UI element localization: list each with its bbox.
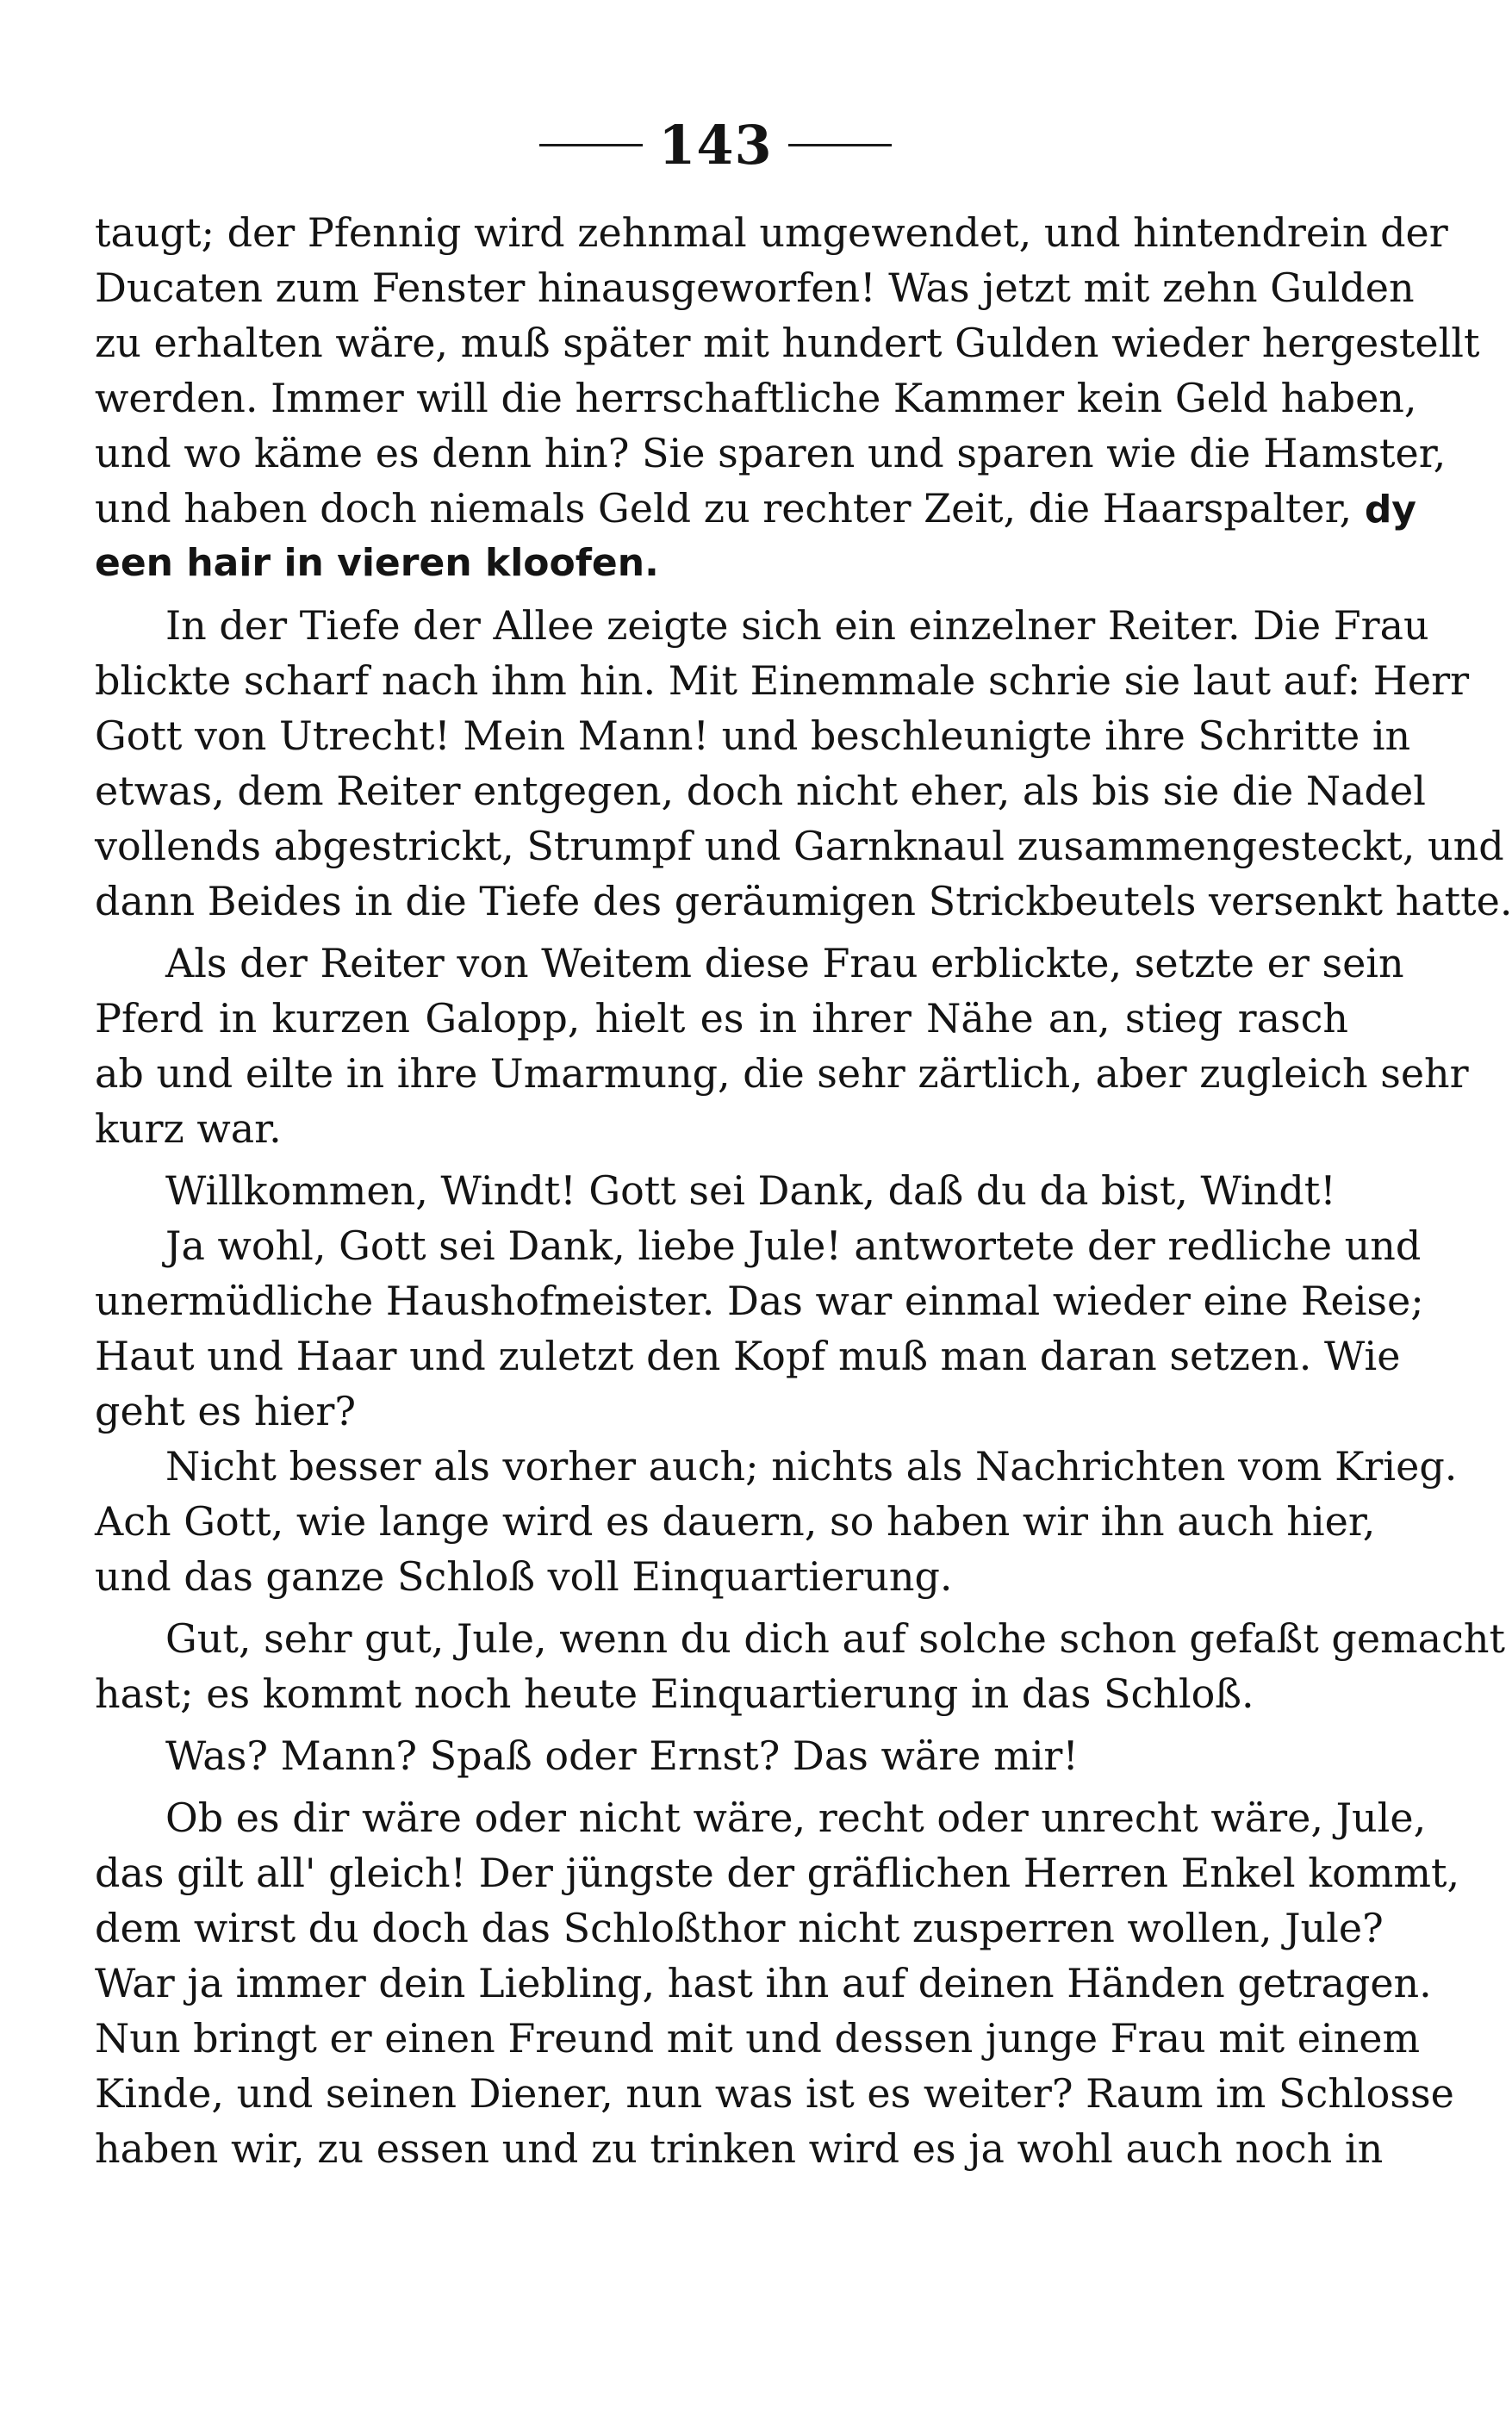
paragraph-start: Ob es dir wäre oder nicht wäre, recht oder unrecht wäre, Jule, <box>165 1794 1427 1841</box>
text-line: und das ganze Schloß voll Einquartierung. <box>95 1553 953 1600</box>
text-line: werden. Immer will die herrschaftliche Kammer kein Geld haben, <box>95 375 1417 421</box>
text-line: und wo käme es denn hin? Sie sparen und sparen wie die Hamster, <box>95 430 1447 476</box>
paragraph-start: Gut, sehr gut, Jule, wenn du dich auf solche schon gefaßt gemacht <box>165 1615 1505 1662</box>
paragraph-start: Was? Mann? Spaß oder Ernst? Das wäre mir! <box>165 1732 1079 1779</box>
text-line: kurz war. <box>95 1105 282 1152</box>
paragraph-start: In der Tiefe der Allee zeigte sich ein einzelner Reiter. Die Frau <box>165 602 1429 649</box>
text-line: dann Beides in die Tiefe des geräumigen Strickbeutels versenkt hatte. <box>95 878 1512 924</box>
text-line: Ach Gott, wie lange wird es dauern, so haben wir ihn auch hier, <box>95 1498 1376 1545</box>
text-line: das gilt all' gleich! Der jüngste der gräflichen Herren Enkel kommt, <box>95 1850 1460 1896</box>
paragraph-start: Willkommen, Windt! Gott sei Dank, daß du da bist, Windt! <box>165 1167 1336 1214</box>
body-text <box>95 205 1512 2176</box>
dutch-fragment: dy <box>1364 488 1416 532</box>
page-number: 143 <box>658 113 773 177</box>
text-line: dem wirst du doch das Schloßthor nicht zusperren wollen, Jule? <box>95 1905 1384 1951</box>
text-line: geht es hier? <box>95 1388 357 1434</box>
text-line: zu erhalten wäre, muß später mit hundert Gulden wieder hergestellt <box>95 320 1480 366</box>
text-line: ab und eilte in ihre Umarmung, die sehr zärtlich, aber zugleich sehr <box>95 1050 1469 1097</box>
text-line: haben wir, zu essen und zu trinken wird es ja wohl auch noch in <box>95 2125 1384 2172</box>
text-line: etwas, dem Reiter entgegen, doch nicht eher, als bis sie die Nadel <box>95 768 1426 814</box>
text-line: hast; es kommt noch heute Einquartierung in das Schloß. <box>95 1670 1254 1717</box>
text-line: vollends abgestrickt, Strumpf und Garnknaul zusammengesteckt, und <box>95 823 1504 869</box>
text-line: unermüdliche Haushofmeister. Das war einmal wieder eine Reise; <box>95 1278 1424 1324</box>
header-rule-left <box>539 144 643 146</box>
dutch-quote-line: een hair in vieren kloofen. <box>95 541 659 585</box>
text-line: blickte scharf nach ihm hin. Mit Einemmale schrie sie laut auf: Herr <box>95 657 1470 704</box>
header-rule-right <box>788 144 892 146</box>
text-line: Haut und Haar und zuletzt den Kopf muß man daran setzen. Wie <box>95 1333 1401 1379</box>
text-line: taugt; der Pfennig wird zehnmal umgewendet, und hintendrein der <box>95 209 1448 256</box>
text-line: Gott von Utrecht! Mein Mann! und beschleunigte ihre Schritte in <box>95 712 1411 759</box>
paragraph-start: Nicht besser als vorher auch; nichts als Nachrichten vom Krieg. <box>165 1443 1458 1490</box>
text-line: War ja immer dein Liebling, hast ihn auf deinen Händen getragen. <box>95 1960 1432 2006</box>
text-fragment: und haben doch niemals Geld zu rechter Zeit, die Haarspalter, <box>95 485 1353 532</box>
text-line <box>95 481 1416 536</box>
page-header <box>0 102 1431 188</box>
text-line: Pferd in kurzen Galopp, hielt es in ihrer Nähe an, stieg rasch <box>95 995 1348 1042</box>
text-line: Kinde, und seinen Diener, nun was ist es weiter? Raum im Schlosse <box>95 2070 1454 2117</box>
paragraph-start: Als der Reiter von Weitem diese Frau erblickte, setzte er sein <box>165 940 1404 986</box>
text-line: Nun bringt er einen Freund mit und dessen junge Frau mit einem <box>95 2015 1421 2062</box>
paragraph-start: Ja wohl, Gott sei Dank, liebe Jule! antwortete der redliche und <box>165 1222 1422 1269</box>
text-line: Ducaten zum Fenster hinausgeworfen! Was jetzt mit zehn Gulden <box>95 264 1415 311</box>
